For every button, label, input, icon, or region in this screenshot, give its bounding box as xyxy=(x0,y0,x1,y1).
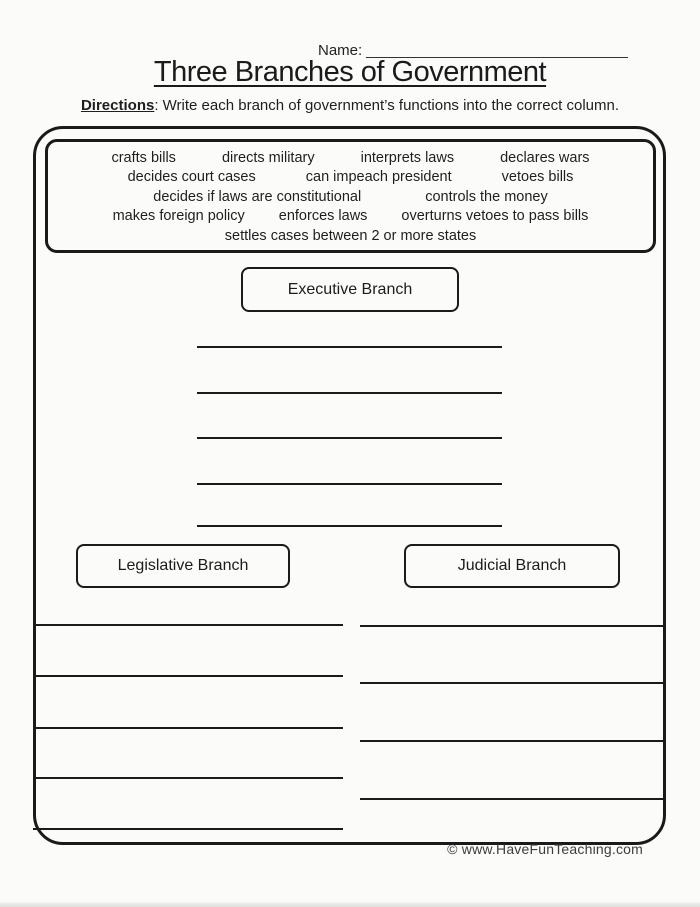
legislative-write-line xyxy=(33,828,343,830)
legislative-write-line xyxy=(33,777,343,779)
worksheet-frame xyxy=(33,126,666,845)
directions-text: : Write each branch of government’s functions into the correct column. xyxy=(154,97,620,114)
executive-write-line xyxy=(197,437,502,439)
executive-branch-box xyxy=(241,267,459,312)
executive-write-line xyxy=(197,346,502,348)
word-bank-row xyxy=(48,226,653,246)
word-bank-row xyxy=(48,168,653,188)
word-bank-item: overturns vetoes to pass bills xyxy=(401,208,589,225)
scan-edge xyxy=(0,902,700,907)
judicial-branch-box xyxy=(404,544,620,588)
word-bank-item: controls the money xyxy=(425,188,548,205)
word-bank-item: decides court cases xyxy=(127,169,256,186)
judicial-write-line xyxy=(360,740,665,742)
executive-write-line xyxy=(197,392,502,394)
word-bank-item: makes foreign policy xyxy=(112,208,245,225)
executive-write-line xyxy=(197,525,502,527)
word-bank xyxy=(45,139,656,253)
word-bank-item: decides if laws are constitutional xyxy=(153,188,362,205)
word-bank-item: vetoes bills xyxy=(501,169,574,186)
legislative-write-line xyxy=(33,675,343,677)
name-write-line xyxy=(366,30,628,58)
judicial-write-line xyxy=(360,682,665,684)
word-bank-item: settles cases between 2 or more states xyxy=(224,227,477,244)
word-bank-item: enforces laws xyxy=(278,208,368,225)
word-bank-item: can impeach president xyxy=(305,169,452,186)
legislative-write-line xyxy=(33,727,343,729)
legislative-branch-label: Legislative Branch xyxy=(117,557,249,574)
word-bank-item: interprets laws xyxy=(360,149,455,166)
judicial-branch-label: Judicial Branch xyxy=(457,557,567,574)
word-bank-item: crafts bills xyxy=(111,149,176,166)
directions-label: Directions xyxy=(80,97,155,114)
word-bank-row xyxy=(48,187,653,207)
copyright: © www.HaveFunTeaching.com xyxy=(447,841,643,857)
word-bank-item: directs military xyxy=(221,149,315,166)
page-title: Three Branches of Government xyxy=(153,56,547,88)
name-label: Name: xyxy=(318,42,363,59)
word-bank-row xyxy=(48,207,653,227)
word-bank-item: declares wars xyxy=(500,149,590,166)
judicial-write-line xyxy=(360,798,665,800)
directions xyxy=(0,97,700,114)
executive-write-line xyxy=(197,483,502,485)
word-bank-row xyxy=(48,148,653,168)
legislative-branch-box xyxy=(76,544,290,588)
executive-branch-label: Executive Branch xyxy=(287,280,413,298)
judicial-write-line xyxy=(360,625,665,627)
legislative-write-line xyxy=(33,624,343,626)
